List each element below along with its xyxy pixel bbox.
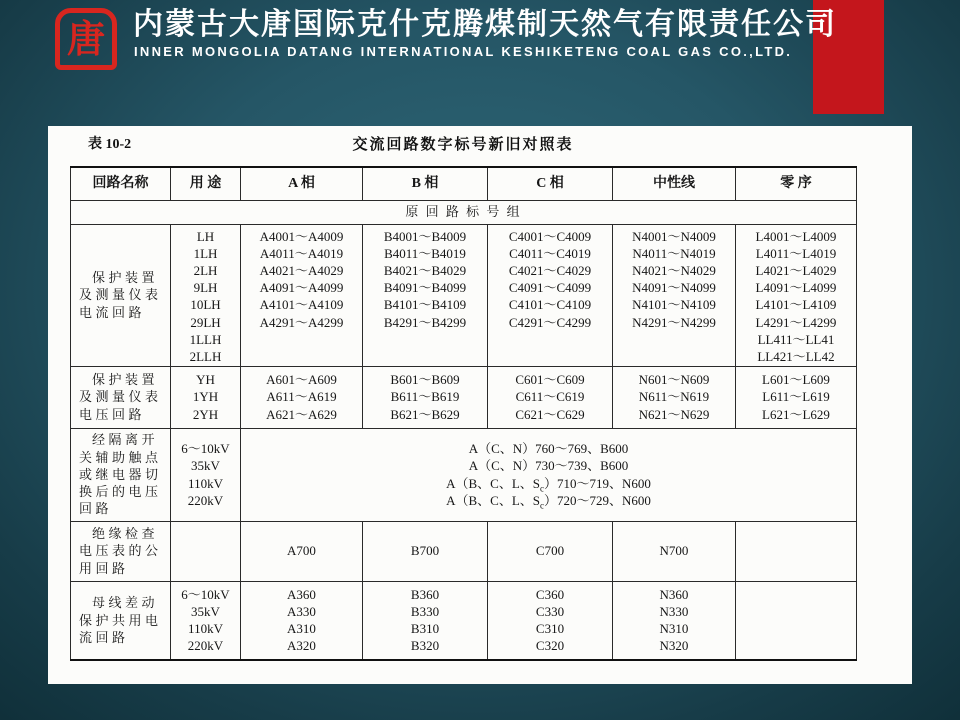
cell-usage <box>171 521 241 581</box>
cell-line: A310 <box>287 621 316 637</box>
cell-line: L611～L619 <box>762 389 830 405</box>
cell-line: A4001～A4009 <box>259 228 344 244</box>
line-text: A（C、N）730～739、B600 <box>468 458 629 474</box>
cell-a-phase <box>241 224 363 366</box>
cell-line: 6～10kV <box>181 441 230 457</box>
cell-line: C700 <box>535 543 565 559</box>
cell-line: B4091～B4099 <box>383 280 467 296</box>
cell-line: N330 <box>659 604 689 620</box>
cell-line: A4011～A4019 <box>259 245 344 261</box>
cell-line: N700 <box>659 543 689 559</box>
group-label: 原 回 路 标 号 组 <box>71 200 857 224</box>
cell-line: N621～N629 <box>638 406 710 422</box>
cell-line <box>245 440 852 457</box>
cell-b-phase <box>363 224 488 366</box>
cell-c-phase <box>488 581 613 660</box>
cell-line: 29LH <box>190 314 221 330</box>
cell-circuit-name <box>71 521 171 581</box>
header-b-phase: B 相 <box>363 167 488 200</box>
header-a-phase: A 相 <box>241 167 363 200</box>
content-panel <box>48 126 912 684</box>
cell-line: A4021～A4029 <box>259 262 344 278</box>
cell-line: 及测量仪表 <box>79 389 162 405</box>
line-text: A（B、C、L、S <box>446 492 540 508</box>
cell-line: B611～B619 <box>390 389 460 405</box>
cell-line: 经隔离开 <box>92 432 159 448</box>
cell-line: N4021～N4029 <box>632 262 716 278</box>
table-row <box>71 366 857 428</box>
table-row <box>71 581 857 660</box>
cell-c-phase <box>488 224 613 366</box>
company-name-cn: 内蒙古大唐国际克什克腾煤制天然气有限责任公司 <box>133 7 837 42</box>
cell-line: 6～10kV <box>181 586 230 602</box>
cell-line: 110kV <box>188 475 223 491</box>
cell-line: 10LH <box>190 297 221 313</box>
cell-line: 220kV <box>187 492 224 508</box>
header-c-phase: C 相 <box>488 167 613 200</box>
cell-line: 保护共用电 <box>79 612 162 628</box>
cell-line <box>245 475 852 492</box>
cell-line <box>245 457 852 474</box>
cell-line: B4021～B4029 <box>383 262 467 278</box>
cell-line: C611～C619 <box>515 389 585 405</box>
cell-line: YH <box>196 372 215 388</box>
table-row <box>71 521 857 581</box>
cell-line: 9LH <box>193 280 218 296</box>
cell-a-phase <box>241 366 363 428</box>
cell-line: N4011～N4019 <box>632 245 716 261</box>
cell-line: A621～A629 <box>266 406 337 422</box>
cell-line: B601～B609 <box>390 372 460 388</box>
cell-line: L4011～L4019 <box>755 245 837 261</box>
cell-usage <box>171 224 241 366</box>
cell-line: 及测量仪表 <box>79 287 162 303</box>
cell-line: A4101～A4109 <box>259 297 344 313</box>
cell-neutral <box>613 581 736 660</box>
cell-line: C4011～C4019 <box>509 245 591 261</box>
cell-zero-sequence <box>736 366 857 428</box>
cell-line: B310 <box>410 621 440 637</box>
cell-line: C330 <box>535 604 565 620</box>
cell-c-phase <box>488 521 613 581</box>
cell-line: 保护装置 <box>92 372 159 388</box>
cell-line: 110kV <box>188 621 223 637</box>
cell-line: C360 <box>535 586 565 602</box>
cell-line: 35kV <box>191 458 220 474</box>
cell-line: B4011～B4019 <box>384 245 466 261</box>
cell-line: N310 <box>659 621 689 637</box>
cell-line: C601～C609 <box>515 372 585 388</box>
cell-line: C4001～C4009 <box>508 228 592 244</box>
cell-circuit-name <box>71 224 171 366</box>
cell-line: B360 <box>410 586 440 602</box>
cell-line: 或继电器切 <box>79 466 162 482</box>
cell-line: 保护装置 <box>92 270 159 286</box>
cell-line: C4101～C4109 <box>508 297 592 313</box>
cell-line: LL411～LL41 <box>757 331 835 347</box>
code-comparison-table <box>70 166 857 661</box>
line-subscript: c <box>540 483 544 494</box>
table-row <box>71 428 857 521</box>
logo-char: 唐 <box>66 17 105 61</box>
cell-line: L4091～L4099 <box>755 280 837 296</box>
cell-line: 2LH <box>193 262 218 278</box>
cell-line: C4091～C4099 <box>508 280 592 296</box>
cell-line: N4001～N4009 <box>632 228 716 244</box>
cell-line: A320 <box>287 638 316 654</box>
cell-line: 关辅助触点 <box>79 449 162 465</box>
cell-line: 220kV <box>187 638 224 654</box>
company-name-en: INNER MONGOLIA DATANG INTERNATIONAL KESHIKETENG COAL GAS CO.,LTD. <box>134 44 793 59</box>
cell-line: 换后的电压 <box>79 484 162 500</box>
table-number: 表 10-2 <box>88 137 132 152</box>
line-text: A（C、N）760～769、B600 <box>468 441 629 457</box>
cell-line: A330 <box>287 604 316 620</box>
header-neutral: 中性线 <box>613 167 736 200</box>
cell-line: C621～C629 <box>515 406 585 422</box>
cell-line: 1YH <box>192 389 219 405</box>
cell-neutral <box>613 366 736 428</box>
header-zero-sequence: 零 序 <box>736 167 857 200</box>
cell-line: C4021～C4029 <box>508 262 592 278</box>
cell-line: 2YH <box>192 406 219 422</box>
cell-line: 用回路 <box>79 560 129 576</box>
cell-line: C310 <box>535 621 565 637</box>
cell-circuit-name <box>71 428 171 521</box>
cell-line: A4291～A4299 <box>259 314 344 330</box>
line-text: ）720～729、N600 <box>544 492 651 508</box>
cell-line: A360 <box>287 586 316 602</box>
cell-line: B4291～B4299 <box>383 314 467 330</box>
cell-line: 电压回路 <box>79 406 146 422</box>
cell-line: 2LLH <box>189 348 222 364</box>
cell-line: A4091～A4099 <box>259 280 344 296</box>
cell-neutral <box>613 521 736 581</box>
cell-line: L601～L609 <box>762 372 830 388</box>
cell-line: L4101～L4109 <box>755 297 837 313</box>
cell-line: A700 <box>287 543 316 559</box>
cell-line: 1LH <box>193 245 218 261</box>
cell-line <box>245 492 852 509</box>
cell-line: 流回路 <box>79 629 129 645</box>
cell-line: N4091～N4099 <box>632 280 716 296</box>
company-logo <box>55 8 117 70</box>
cell-line: C320 <box>535 638 565 654</box>
cell-line: B700 <box>410 543 440 559</box>
cell-line: L4291～L4299 <box>755 314 837 330</box>
cell-line: 电流回路 <box>79 304 146 320</box>
cell-usage <box>171 428 241 521</box>
cell-line: LH <box>196 228 215 244</box>
line-subscript: c <box>540 500 544 511</box>
cell-line: 35kV <box>191 604 220 620</box>
cell-usage <box>171 366 241 428</box>
cell-line: L4001～L4009 <box>755 228 837 244</box>
cell-b-phase <box>363 521 488 581</box>
cell-usage <box>171 581 241 660</box>
cell-c-phase <box>488 366 613 428</box>
cell-zero-sequence <box>736 224 857 366</box>
cell-line: B330 <box>410 604 440 620</box>
cell-line: L621～L629 <box>762 406 830 422</box>
cell-b-phase <box>363 581 488 660</box>
cell-a-phase <box>241 581 363 660</box>
cell-line: 母线差动 <box>92 595 159 611</box>
cell-line: C4291～C4299 <box>508 314 592 330</box>
table-title: 交流回路数字标号新旧对照表 <box>352 137 574 153</box>
cell-zero-sequence <box>736 521 857 581</box>
cell-b-phase <box>363 366 488 428</box>
cell-line: N320 <box>659 638 689 654</box>
line-text: A（B、C、L、S <box>446 475 540 491</box>
cell-neutral <box>613 224 736 366</box>
cell-line: 电压表的公 <box>79 543 162 559</box>
cell-line: L4021～L4029 <box>755 262 837 278</box>
cell-line: 回路 <box>79 501 113 517</box>
cell-line: 1LLH <box>189 331 222 347</box>
cell-circuit-name <box>71 581 171 660</box>
cell-line: 绝缘检查 <box>92 526 159 542</box>
cell-line: N360 <box>659 586 689 602</box>
header-usage: 用 途 <box>171 167 241 200</box>
group-label-row <box>71 200 857 224</box>
cell-zero-sequence <box>736 581 857 660</box>
cell-line: B621～B629 <box>390 406 460 422</box>
header-circuit-name: 回路名称 <box>71 167 171 200</box>
cell-line: B4001～B4009 <box>383 228 467 244</box>
table-row <box>71 224 857 366</box>
cell-line: N4291～N4299 <box>632 314 716 330</box>
cell-line: N611～N619 <box>638 389 710 405</box>
cell-line: A601～A609 <box>266 372 337 388</box>
cell-line: B320 <box>410 638 440 654</box>
line-text: ）710～719、N600 <box>544 475 651 491</box>
cell-circuit-name <box>71 366 171 428</box>
cell-merged-codes <box>241 428 857 521</box>
cell-line: A611～A619 <box>266 389 337 405</box>
cell-line: B4101～B4109 <box>383 297 467 313</box>
cell-line: N4101～N4109 <box>632 297 716 313</box>
cell-a-phase <box>241 521 363 581</box>
table-header-row <box>71 167 857 200</box>
cell-line: N601～N609 <box>638 372 710 388</box>
cell-line: LL421～LL42 <box>757 348 835 364</box>
